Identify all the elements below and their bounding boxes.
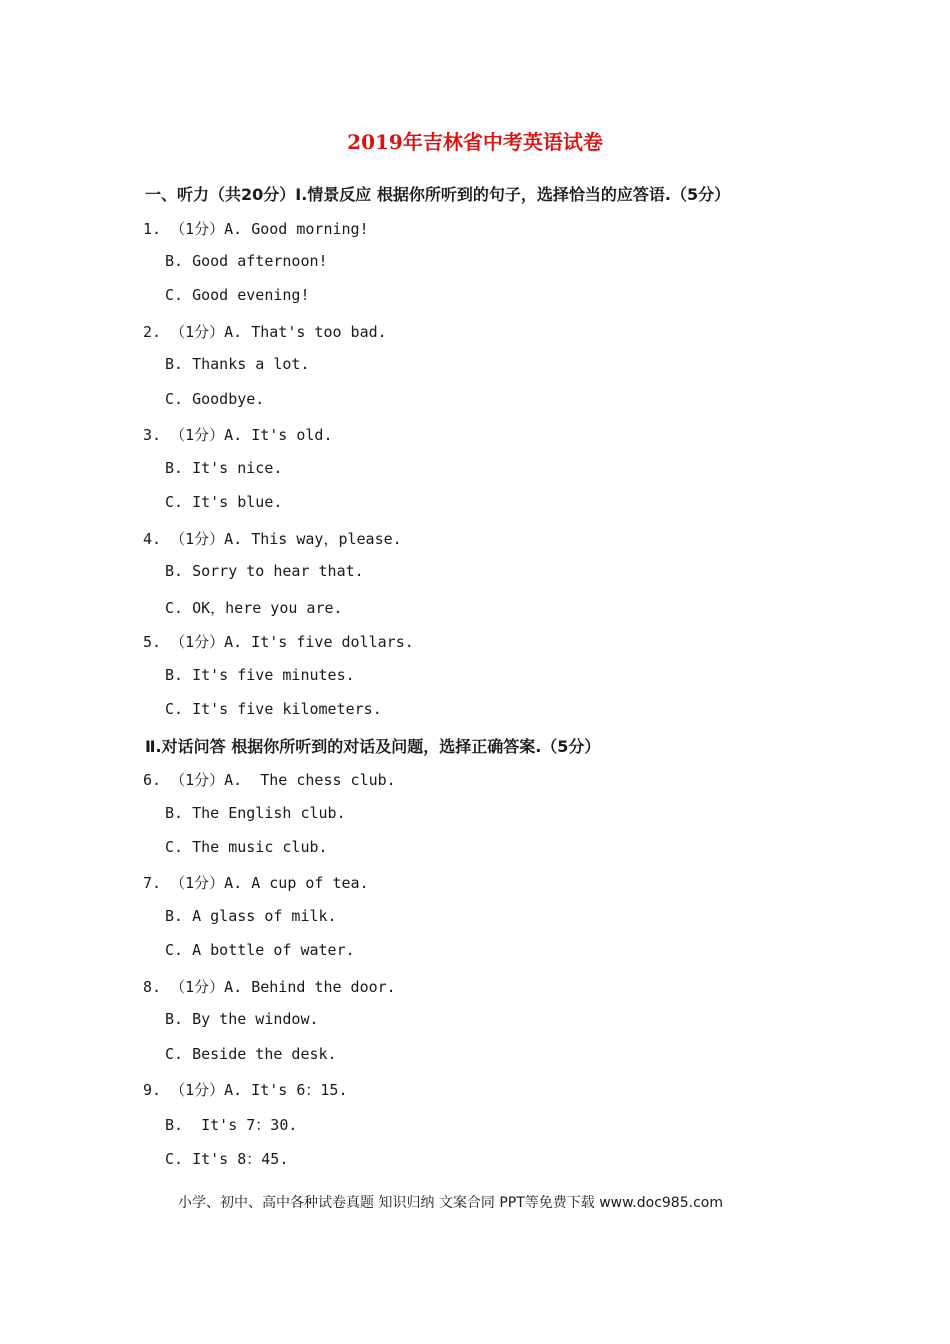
question-5	[143, 631, 414, 652]
question-1	[143, 218, 369, 239]
question-8	[143, 976, 396, 997]
question-3-option-b: B. It's nice.	[165, 459, 283, 477]
question-1-option-b: B. Good afternoon!	[165, 252, 328, 270]
question-number: 7.	[143, 874, 162, 892]
question-score: （1分）	[170, 426, 225, 444]
question-7-option-c: C. A bottle of water.	[165, 941, 355, 959]
question-number: 2.	[143, 323, 162, 341]
question-2-option-b: B. Thanks a lot.	[165, 355, 310, 373]
question-score: （1分）	[170, 978, 225, 996]
question-6	[143, 769, 396, 790]
question-score: （1分）	[170, 1081, 225, 1099]
option-a: A. This way，please.	[224, 530, 402, 548]
question-score: （1分）	[170, 530, 225, 548]
question-score: （1分）	[170, 874, 225, 892]
section-2-heading: Ⅱ.对话问答 根据你所听到的对话及问题，选择正确答案.（5分）	[145, 737, 601, 756]
question-6-option-b: B. The English club.	[165, 804, 346, 822]
question-4-option-c: C. OK，here you are.	[165, 599, 343, 617]
question-number: 4.	[143, 530, 162, 548]
question-number: 8.	[143, 978, 162, 996]
question-2	[143, 321, 387, 342]
option-a: A. It's five dollars.	[224, 633, 414, 651]
question-score: （1分）	[170, 220, 225, 238]
question-4	[143, 528, 402, 549]
question-number: 1.	[143, 220, 162, 238]
question-1-option-c: C. Good evening!	[165, 286, 310, 304]
question-8-option-c: C. Beside the desk.	[165, 1045, 337, 1063]
question-5-option-b: B. It's five minutes.	[165, 666, 355, 684]
question-score: （1分）	[170, 633, 225, 651]
question-number: 3.	[143, 426, 162, 444]
page-title: 2019年吉林省中考英语试卷	[347, 130, 603, 154]
question-7-option-b: B. A glass of milk.	[165, 907, 337, 925]
option-a: A. It's 6：15.	[224, 1081, 348, 1099]
question-2-option-c: C. Goodbye.	[165, 390, 265, 408]
question-9-option-b: B. It's 7：30.	[165, 1116, 298, 1134]
option-a: A. A cup of tea.	[224, 874, 369, 892]
question-5-option-c: C. It's five kilometers.	[165, 700, 382, 718]
question-4-option-b: B. Sorry to hear that.	[165, 562, 364, 580]
section-1-heading: 一、听力（共20分）Ⅰ.情景反应 根据你所听到的句子，选择恰当的应答语.（5分）	[145, 185, 731, 204]
question-3	[143, 424, 333, 445]
question-6-option-c: C. The music club.	[165, 838, 328, 856]
question-number: 5.	[143, 633, 162, 651]
option-a: A. Good morning!	[224, 220, 369, 238]
option-a: A. Behind the door.	[224, 978, 396, 996]
question-7	[143, 872, 369, 893]
option-a: A. That's too bad.	[224, 323, 387, 341]
question-8-option-b: B. By the window.	[165, 1010, 319, 1028]
option-a: A. The chess club.	[224, 771, 396, 789]
question-score: （1分）	[170, 771, 225, 789]
option-a: A. It's old.	[224, 426, 333, 444]
footer-text: 小学、初中、高中各种试卷真题 知识归纳 文案合同 PPT等免费下载 www.doc985.com	[178, 1195, 723, 1211]
question-9	[143, 1079, 348, 1100]
question-number: 6.	[143, 771, 162, 789]
question-score: （1分）	[170, 323, 225, 341]
question-9-option-c: C. It's 8：45.	[165, 1150, 289, 1168]
question-3-option-c: C. It's blue.	[165, 493, 283, 511]
question-number: 9.	[143, 1081, 162, 1099]
